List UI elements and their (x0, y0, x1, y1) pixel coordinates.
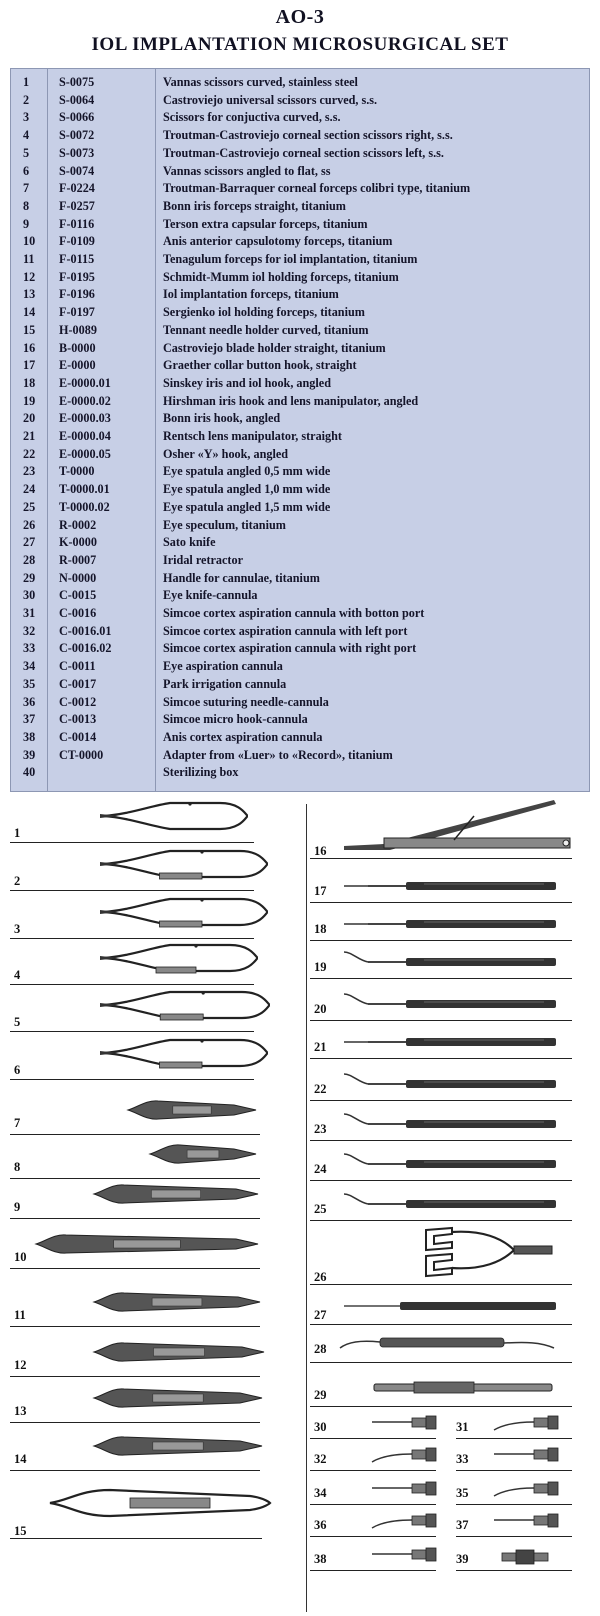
item-description: Sato knife (163, 535, 216, 550)
list-item (11, 163, 591, 181)
item-description: Tennant needle holder curved, titanium (163, 322, 369, 337)
list-item (11, 393, 591, 411)
cannula-illustration (372, 1448, 436, 1464)
figure-label: 1 (14, 826, 21, 840)
item-description: Adapter from «Luer» to «Record», titanium (163, 747, 393, 762)
item-description: Scissors for conjuctiva curved, s.s. (163, 110, 341, 125)
item-description: Graether collar button hook, straight (163, 358, 357, 373)
item-code: K-0000 (59, 535, 97, 550)
item-number: 21 (23, 429, 36, 443)
figure-label: 4 (14, 968, 21, 982)
item-number: 20 (23, 411, 36, 426)
eye-hook-illustration (344, 1114, 556, 1130)
item-number: 12 (23, 269, 36, 284)
divider (456, 1570, 572, 1571)
iridal-retractor-illustration (340, 1334, 554, 1352)
forceps-illustration (150, 1142, 256, 1166)
list-item (11, 729, 591, 747)
list-item (11, 764, 591, 782)
item-code: CT-0000 (59, 747, 104, 762)
eye-hook-illustration (344, 1074, 556, 1090)
list-item (11, 481, 591, 499)
list-item (11, 428, 591, 446)
item-code: E-0000.05 (59, 446, 111, 461)
figure-label: 24 (314, 1162, 327, 1176)
list-item (11, 74, 591, 92)
item-description: Sterilizing box (163, 765, 239, 780)
item-code: F-0116 (59, 216, 95, 231)
forceps-illustration (94, 1340, 264, 1364)
item-number: 3 (23, 110, 30, 125)
item-description: Castroviejo blade holder straight, titanium (163, 340, 386, 355)
figure-label: 8 (14, 1160, 21, 1174)
divider (10, 1079, 254, 1080)
item-number: 2 (23, 92, 30, 107)
item-code: R-0007 (59, 552, 97, 567)
divider (310, 1438, 436, 1439)
item-number: 5 (23, 145, 30, 160)
divider (310, 1180, 572, 1181)
divider (10, 1422, 260, 1423)
item-number: 13 (23, 287, 36, 302)
instrument-list (10, 68, 590, 792)
item-number: 28 (23, 552, 36, 567)
eye-hook-illustration (344, 914, 556, 930)
list-item (11, 145, 591, 163)
item-number: 30 (23, 588, 36, 603)
figure-label: 20 (314, 1002, 327, 1016)
list-item (11, 109, 591, 127)
item-number: 19 (23, 393, 36, 408)
list-item (11, 216, 591, 234)
list-item (11, 410, 591, 428)
figure-label: 33 (456, 1452, 469, 1466)
list-item (11, 92, 591, 110)
sato-knife-illustration (344, 1300, 556, 1312)
item-code: F-0257 (59, 198, 95, 213)
item-code: T-0000 (59, 464, 95, 479)
divider (456, 1438, 572, 1439)
figure-label: 21 (314, 1040, 327, 1054)
list-item (11, 322, 591, 340)
item-description: Anis anterior capsulotomy forceps, titanium (163, 234, 393, 249)
item-description: Iridal retractor (163, 552, 243, 567)
item-description: Simcoe micro hook-cannula (163, 712, 308, 727)
divider (456, 1536, 572, 1537)
adapter-illustration (502, 1548, 548, 1566)
cannula-illustration (494, 1448, 558, 1464)
item-code: S-0075 (59, 75, 95, 89)
item-code: S-0066 (59, 110, 95, 125)
item-number: 10 (23, 234, 36, 249)
item-description: Eye spatula angled 1,5 mm wide (163, 499, 331, 514)
list-item (11, 534, 591, 552)
forceps-illustration (128, 1098, 256, 1122)
list-item (11, 463, 591, 481)
eye-hook-illustration (344, 1194, 556, 1210)
list-item (11, 251, 591, 269)
divider (10, 1218, 260, 1219)
forceps-illustration (94, 1290, 260, 1314)
item-number: 27 (23, 535, 36, 550)
item-code: N-0000 (59, 570, 97, 585)
list-item (11, 623, 591, 641)
figure-label: 28 (314, 1342, 327, 1356)
list-item (11, 180, 591, 198)
item-code: F-0196 (59, 287, 95, 302)
scissors-illustration (100, 848, 270, 880)
item-description: Eye knife-cannula (163, 588, 258, 603)
item-number: 4 (23, 128, 30, 143)
item-description: Terson extra capsular forceps, titanium (163, 216, 368, 231)
item-description: Anis cortex aspiration cannula (163, 729, 323, 744)
divider (310, 1284, 572, 1285)
scissors-illustration (100, 896, 270, 928)
item-code: C-0012 (59, 694, 97, 709)
item-description: Sinskey iris and iol hook, angled (163, 375, 331, 390)
forceps-illustration (36, 1232, 258, 1256)
divider (310, 1570, 436, 1571)
list-item (11, 694, 591, 712)
divider (310, 978, 572, 979)
item-number: 11 (23, 252, 35, 266)
figure-label: 6 (14, 1063, 21, 1077)
divider (10, 984, 254, 985)
item-code: F-0197 (59, 305, 95, 320)
item-description: Castroviejo universal scissors curved, s.s. (163, 92, 378, 107)
item-code: B-0000 (59, 340, 96, 355)
item-code: H-0089 (59, 322, 97, 337)
cannula-illustration (372, 1416, 436, 1432)
list-item (11, 517, 591, 535)
figure-label: 26 (314, 1270, 327, 1284)
item-code: T-0000.01 (59, 482, 110, 497)
figure-label: 16 (314, 844, 327, 858)
figure-label: 15 (14, 1524, 27, 1538)
figure-label: 32 (314, 1452, 327, 1466)
item-code: E-0000.03 (59, 411, 111, 426)
divider (310, 1406, 572, 1407)
item-number: 39 (23, 747, 36, 762)
list-item (11, 357, 591, 375)
item-description: Rentsch lens manipulator, straight (163, 429, 342, 443)
divider (10, 1326, 260, 1327)
item-description: Vannas scissors angled to flat, ss (163, 163, 331, 178)
divider (310, 1100, 572, 1101)
list-item (11, 552, 591, 570)
item-code: S-0073 (59, 145, 95, 160)
item-description: Hirshman iris hook and lens manipulator, angled (163, 393, 419, 408)
list-item (11, 127, 591, 145)
item-description: Eye speculum, titanium (163, 517, 286, 532)
figure-label: 31 (456, 1420, 469, 1434)
forceps-illustration (94, 1182, 258, 1206)
list-item (11, 499, 591, 517)
item-description: Troutman-Barraquer corneal forceps colibri type, titanium (163, 181, 471, 196)
item-number: 36 (23, 694, 36, 709)
item-code: C-0015 (59, 588, 97, 603)
figure-label: 19 (314, 960, 327, 974)
figure-label: 7 (14, 1116, 21, 1130)
item-code: F-0109 (59, 234, 95, 249)
item-number: 35 (23, 676, 36, 691)
divider (310, 1324, 572, 1325)
figure-label: 36 (314, 1518, 327, 1532)
list-item (11, 198, 591, 216)
figure-label: 30 (314, 1420, 327, 1434)
item-number: 37 (23, 712, 36, 727)
list-item (11, 747, 591, 765)
item-number: 29 (23, 570, 36, 585)
list-item (11, 676, 591, 694)
item-number: 24 (23, 482, 36, 497)
item-number: 8 (23, 198, 30, 213)
item-description: Simcoe cortex aspiration cannula with botton port (163, 606, 425, 620)
item-description: Schmidt-Mumm iol holding forceps, titanium (163, 269, 399, 284)
eye-hook-illustration (344, 994, 556, 1010)
divider (10, 1470, 260, 1471)
list-item (11, 711, 591, 729)
divider (10, 842, 254, 843)
cannula-handle-illustration (374, 1380, 552, 1394)
cannula-illustration (494, 1482, 558, 1498)
item-description: Simcoe cortex aspiration cannula with left port (163, 623, 408, 638)
figure-label: 11 (14, 1308, 26, 1322)
cannula-illustration (372, 1514, 436, 1530)
cannula-illustration (494, 1514, 558, 1530)
item-code: E-0000.01 (59, 375, 111, 390)
item-description: Simcoe cortex aspiration cannula with right port (163, 641, 417, 656)
figure-label: 25 (314, 1202, 327, 1216)
item-number: 22 (23, 446, 36, 461)
item-number: 32 (23, 623, 36, 638)
scissors-illustration (100, 1037, 270, 1069)
divider (310, 1362, 572, 1363)
item-description: Eye aspiration cannula (163, 659, 283, 674)
divider (310, 1504, 436, 1505)
cannula-illustration (494, 1416, 558, 1432)
divider (310, 1020, 572, 1021)
figure-label: 37 (456, 1518, 469, 1532)
figure-label: 27 (314, 1308, 327, 1322)
item-number: 31 (23, 606, 36, 620)
figure-label: 34 (314, 1486, 327, 1500)
item-code: F-0224 (59, 181, 95, 196)
figure-label: 12 (14, 1358, 27, 1372)
item-code: T-0000.02 (59, 499, 110, 514)
instrument-illustrations (10, 796, 590, 1612)
item-description: Sergienko iol holding forceps, titanium (163, 305, 365, 320)
item-code: S-0064 (59, 92, 95, 107)
item-number: 26 (23, 517, 36, 532)
divider (310, 1536, 436, 1537)
item-code: C-0014 (59, 729, 97, 744)
cannula-illustration (372, 1548, 436, 1564)
forceps-illustration (94, 1434, 262, 1458)
eye-hook-illustration (344, 952, 556, 968)
list-item (11, 658, 591, 676)
divider (310, 858, 572, 859)
list-item (11, 375, 591, 393)
item-number: 1 (23, 75, 30, 89)
figure-label: 35 (456, 1486, 469, 1500)
blade-holder-illustration (344, 798, 570, 852)
item-number: 38 (23, 729, 36, 744)
item-description: Osher «Y» hook, angled (163, 446, 289, 461)
divider (10, 938, 254, 939)
item-description: Simcoe suturing needle-cannula (163, 694, 329, 709)
item-description: Bonn iris hook, angled (163, 411, 281, 426)
divider (310, 902, 572, 903)
figure-label: 2 (14, 874, 21, 888)
item-number: 34 (23, 659, 36, 674)
figure-label: 5 (14, 1015, 21, 1029)
list-item (11, 640, 591, 658)
item-number: 25 (23, 499, 36, 514)
item-description: Iol implantation forceps, titanium (163, 287, 339, 302)
divider (10, 1268, 260, 1269)
page-title: IOL IMPLANTATION MICROSURGICAL SET (91, 34, 509, 55)
item-number: 23 (23, 464, 36, 479)
item-code: F-0195 (59, 269, 95, 284)
item-code: E-0000 (59, 358, 96, 373)
figure-label: 10 (14, 1250, 27, 1264)
list-item (11, 446, 591, 464)
item-code: C-0017 (59, 676, 97, 691)
item-description: Eye spatula angled 0,5 mm wide (163, 464, 331, 479)
eye-hook-illustration (344, 876, 556, 892)
divider (310, 1140, 572, 1141)
divider (10, 1031, 254, 1032)
item-number: 6 (23, 163, 30, 178)
figure-label: 9 (14, 1200, 21, 1214)
list-item (11, 304, 591, 322)
eye-hook-illustration (344, 1032, 556, 1048)
list-item (11, 570, 591, 588)
divider (310, 1058, 572, 1059)
scissors-illustration (100, 989, 272, 1021)
item-description: Troutman-Castroviejo corneal section scissors right, s.s. (163, 128, 453, 143)
divider (10, 1538, 262, 1539)
divider (10, 890, 254, 891)
item-number: 7 (23, 181, 30, 196)
divider (310, 940, 572, 941)
divider (310, 1470, 436, 1471)
figure-label: 14 (14, 1452, 27, 1466)
item-code: S-0074 (59, 163, 95, 178)
item-code: C-0016.01 (59, 623, 112, 638)
figure-label: 22 (314, 1082, 327, 1096)
item-code: C-0016.02 (59, 641, 112, 656)
list-item (11, 587, 591, 605)
item-description: Eye spatula angled 1,0 mm wide (163, 482, 331, 497)
item-number: 14 (23, 305, 36, 320)
list-item (11, 340, 591, 358)
cannula-illustration (372, 1482, 436, 1498)
item-number: 40 (23, 765, 36, 780)
scissors-illustration (100, 942, 260, 974)
item-description: Park irrigation cannula (163, 676, 287, 691)
forceps-illustration (94, 1386, 262, 1410)
item-description: Bonn iris forceps straight, titanium (163, 198, 346, 213)
item-number: 9 (23, 216, 30, 231)
divider (10, 1178, 260, 1179)
divider (456, 1470, 572, 1471)
eye-hook-illustration (344, 1154, 556, 1170)
figure-label: 13 (14, 1404, 27, 1418)
list-item (11, 269, 591, 287)
list-item (11, 233, 591, 251)
item-code: C-0013 (59, 712, 97, 727)
item-number: 17 (23, 358, 36, 373)
item-number: 15 (23, 322, 36, 337)
item-code: R-0002 (59, 517, 97, 532)
item-code: E-0000.02 (59, 393, 111, 408)
item-description: Vannas scissors curved, stainless steel (163, 75, 358, 89)
figure-label: 17 (314, 884, 327, 898)
item-number: 16 (23, 340, 36, 355)
list-item (11, 286, 591, 304)
speculum-illustration (422, 1220, 552, 1280)
divider (456, 1504, 572, 1505)
scissors-illustration (100, 800, 250, 832)
item-description: Troutman-Castroviejo corneal section scissors left, s.s. (163, 145, 444, 160)
item-description: Handle for cannulae, titanium (163, 570, 320, 585)
item-number: 18 (23, 375, 36, 390)
divider (10, 1376, 260, 1377)
figure-label: 23 (314, 1122, 327, 1136)
needle-holder-illustration (50, 1486, 270, 1520)
column-separator (306, 804, 307, 1612)
item-code: C-0011 (59, 659, 96, 674)
item-code: C-0016 (59, 606, 97, 620)
item-code: S-0072 (59, 128, 95, 143)
item-description: Tenagulum forceps for iol implantation, titanium (163, 252, 418, 266)
figure-label: 29 (314, 1388, 327, 1402)
figure-label: 38 (314, 1552, 327, 1566)
item-code: E-0000.04 (59, 429, 111, 443)
figure-label: 18 (314, 922, 327, 936)
item-number: 33 (23, 641, 36, 656)
item-code: F-0115 (59, 252, 95, 266)
figure-label: 39 (456, 1552, 469, 1566)
divider (10, 1134, 260, 1135)
list-item (11, 605, 591, 623)
figure-label: 3 (14, 922, 21, 936)
set-code: AO-3 (275, 6, 325, 28)
